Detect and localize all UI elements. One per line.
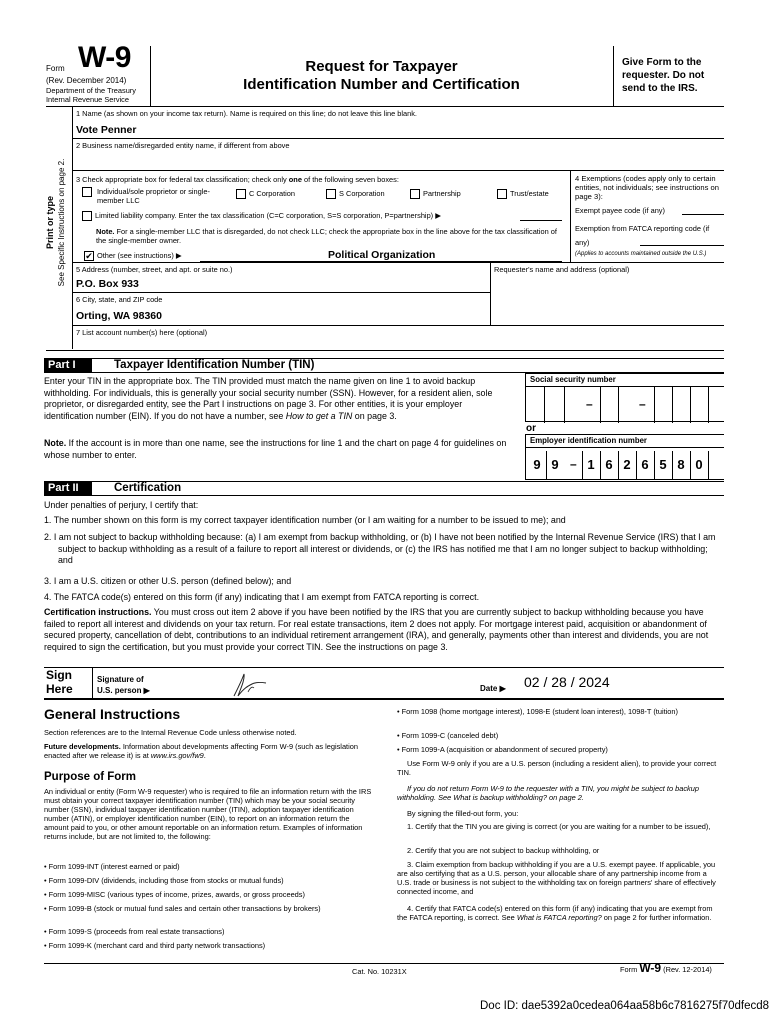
- form-title: [150, 58, 613, 94]
- form-irs: Internal Revenue Service: [46, 95, 129, 104]
- certify-1: 1. Certify that the TIN you are giving is correct (or you are waiting for a number to be issued),: [407, 822, 711, 831]
- general-instructions-title: General Instructions: [44, 706, 181, 722]
- part1-tab: Part I: [44, 358, 92, 372]
- partnership-option: Partnership: [410, 189, 461, 199]
- or-label: or: [526, 423, 536, 434]
- part2-title: Certification: [114, 482, 182, 494]
- bullet-right-3: • Form 1099-A (acquisition or abandonment of secured property): [397, 745, 608, 754]
- give-form-note: Give Form to the requester. Do not send to the IRS.: [622, 57, 705, 94]
- individual-label: Individual/sole proprietor or single-member LLC: [97, 187, 210, 205]
- print-or-type: Print or type: [45, 196, 55, 250]
- cert-item-1: 1. The number shown on this form is my correct taxpayer identification number (or I am waiting for a number to be issued to me); and: [44, 515, 566, 525]
- date-label: Date ▶: [480, 684, 506, 693]
- date-field[interactable]: 02 / 28 / 2024: [524, 674, 610, 690]
- requester-label: Requester's name and address (optional): [494, 265, 630, 274]
- sign-here: Sign Here: [46, 668, 73, 696]
- certify-2: 2. Certify that you are not subject to backup withholding, or: [407, 846, 600, 855]
- italic-text: If you do not return Form W-9 to the requester with a TIN, you might be subject to backup withholding. See What is backup withholding? on page 2.: [397, 784, 699, 802]
- trust-checkbox[interactable]: [497, 189, 507, 199]
- ssn-box[interactable]: [525, 373, 724, 422]
- bullet-left-3: • Form 1099-MISC (various types of income, prizes, awards, or gross proceeds): [44, 890, 305, 899]
- form-rev: (Rev. December 2014): [46, 76, 127, 85]
- general-p1: Section references are to the Internal Revenue Code unless otherwise noted.: [44, 728, 297, 737]
- signature-label: Signature of U.S. person ▶: [97, 675, 150, 695]
- trust-option: Trust/estate: [497, 189, 549, 199]
- line2-label: 2 Business name/disregarded entity name, if different from above: [76, 141, 290, 150]
- ein-digit-3: 1: [587, 457, 595, 472]
- ssn-cells: [526, 387, 725, 423]
- part1-text: Enter your TIN in the appropriate box. The TIN provided must match the name given on line 1 to avoid backup withholding. For individuals, this is generally your social security number (SSN). However, for a resident alien, sole proprietor, or disregarded entity, see the Part I instructions on page 3. For other entities, it is your employer identification number (EIN). If you do not have a number, see How to get a TIN on page 3.: [44, 376, 493, 421]
- exempt-payee-label: Exempt payee code (if any): [575, 206, 665, 215]
- side-label: [44, 115, 70, 330]
- bullet-right-2: • Form 1099-C (canceled debt): [397, 731, 499, 740]
- cert-item-2: 2. I am not subject to backup withholding because: (a) I am exempt from backup withholding, or (b) I have not been notified by the Internal Revenue Service (IRS) that I am subject to backup withholding as a result of a failure to report all interest or dividends, or (c) the IRS has notified me that I am no longer subject to backup withholding; and: [44, 532, 716, 565]
- certify-4: 4. Certify that FATCA code(s) entered on this form (if any) indicating that you are exempt from the FATCA reporting, is correct. See What is FATCA reporting? on page 2 for further information.: [397, 904, 713, 922]
- ein-digit-5: 2: [623, 457, 631, 472]
- signature-mark[interactable]: [228, 670, 272, 700]
- bullet-left-2: • Form 1099-DIV (dividends, including those from stocks or mutual funds): [44, 876, 284, 885]
- scorp-checkbox[interactable]: [326, 189, 336, 199]
- footer-form: Form W-9 (Rev. 12-2014): [620, 961, 712, 975]
- line2-business-field[interactable]: [76, 152, 716, 166]
- signing-text: By signing the filled-out form, you:: [407, 809, 519, 818]
- line6-city-field[interactable]: Orting, WA 98360: [76, 310, 162, 322]
- line6-label: 6 City, state, and ZIP code: [76, 295, 163, 304]
- bullet-left-5: • Form 1099-S (proceeds from real estate transactions): [44, 927, 225, 936]
- part2-intro: Under penalties of perjury, I certify that:: [44, 500, 199, 510]
- bullet-left-6: • Form 1099-K (merchant card and third party network transactions): [44, 941, 266, 950]
- individual-option: [82, 187, 222, 205]
- line5-label: 5 Address (number, street, and apt. or suite no.): [76, 265, 233, 274]
- part1-note: Note. If the account is in more than one name, see the instructions for line 1 and the chart on page 4 for guidelines on whose number to enter.: [44, 438, 507, 460]
- line7-label: 7 List account number(s) here (optional): [76, 328, 208, 337]
- ein-digit-7: 5: [659, 457, 667, 472]
- purpose-text: An individual or entity (Form W-9 requester) who is required to file an information return with the IRS must obtain your correct taxpayer identification number (TIN) which may be your social security number (SSN), individual taxpayer identification number (ITIN), adoption taxpayer identification number (ATIN), or employer identification number (EIN), to report on an information return the amount paid to you, or other amount reportable on an information return. Examples of information returns include, but are not limited to, the following:: [44, 787, 372, 841]
- line3-label: 3 Check appropriate box for federal tax classification; check only one of the following seven boxes:: [76, 175, 399, 184]
- form-title-line2: Identification Number and Certification: [243, 76, 520, 93]
- ein-dash: –: [570, 457, 577, 471]
- bullet-right-1: • Form 1098 (home mortgage interest), 1098-E (student loan interest), 1098-T (tuition): [397, 707, 678, 716]
- form-dept: Department of the Treasury: [46, 86, 136, 95]
- form-word: Form: [46, 64, 65, 73]
- certify-3: 3. Claim exemption from backup withholding if you are a U.S. exempt payee. If applicable, you are also certifying that as a U.S. person, your allocable share of any partnership income from a U.S. trade or business is not subject to the withholding tax on foreign partners' share of effectively connected income, and: [397, 860, 716, 896]
- ssn-label: Social security number: [530, 375, 616, 384]
- ein-label: Employer identification number: [530, 436, 647, 445]
- cat-number: Cat. No. 10231X: [352, 967, 407, 976]
- see-specific-instructions: See Specific Instructions on page 2.: [57, 158, 66, 287]
- ein-cells: [526, 451, 725, 479]
- cert-item-4: 4. The FATCA code(s) entered on this form (if any) indicating that I am exempt from FATCA reporting is correct.: [44, 592, 480, 602]
- bullet-left-1: • Form 1099-INT (interest earned or paid): [44, 862, 180, 871]
- other-checkbox[interactable]: ✔: [85, 251, 93, 262]
- cert-item-3: 3. I am a U.S. citizen or other U.S. person (defined below); and: [44, 576, 292, 586]
- part2-tab: Part II: [44, 481, 92, 495]
- individual-checkbox[interactable]: [82, 187, 92, 197]
- llc-checkbox[interactable]: [82, 211, 92, 221]
- bullet-left-4: • Form 1099-B (stock or mutual fund sales and certain other transactions by brokers): [44, 904, 321, 913]
- ccorp-option: C Corporation: [236, 189, 295, 199]
- applies-note: (Applies to accounts maintained outside the U.S.): [575, 251, 707, 257]
- ein-digit-1: 9: [533, 457, 541, 472]
- doc-id: Doc ID: dae5392a0cedea064aa58b6c7816275f70dfecd8: [480, 1000, 770, 1012]
- purpose-title: Purpose of Form: [44, 771, 137, 783]
- ssn-dash-2: –: [639, 397, 646, 411]
- line1-label: 1 Name (as shown on your income tax return). Name is required on this line; do not leave this line blank.: [76, 109, 417, 118]
- partnership-checkbox[interactable]: [410, 189, 420, 199]
- future-developments: Future developments. Information about developments affecting Form W-9 (such as legislation enacted after we release it) is at www.irs.gov/fw9.: [44, 742, 358, 760]
- ssn-dash-1: –: [586, 397, 593, 411]
- scorp-option: S Corporation: [326, 189, 385, 199]
- line1-name-field[interactable]: Vote Penner: [76, 124, 137, 136]
- form-title-line1: Request for Taxpayer: [305, 58, 458, 75]
- ein-box[interactable]: [525, 434, 724, 480]
- ein-digit-6: 6: [641, 457, 649, 472]
- cert-instructions: Certification instructions. You must cross out item 2 above if you have been notified by the IRS that you are currently subject to backup withholding because you have failed to report all interest and dividends on your tax return. For real estate transactions, item 2 does not apply. For mortgage interest paid, acquisition or abandonment of secured property, cancellation of debt, contributions to an individual retirement arrangement (IRA), and generally, payments other than interest and dividends, you are not required to sign the certification, but you must provide your correct TIN. See the instructions on page 3.: [44, 607, 709, 652]
- line3-note: Note. For a single-member LLC that is disregarded, do not check LLC; check the appropriate box in the line above for the tax classification of the single-member owner.: [96, 227, 557, 245]
- form-number: W-9: [78, 41, 131, 74]
- part1-title: Taxpayer Identification Number (TIN): [114, 359, 315, 371]
- other-value-field[interactable]: Political Organization: [328, 249, 436, 261]
- ein-digit-9: 0: [695, 457, 703, 472]
- fatca-label: Exemption from FATCA reporting code (if any): [575, 224, 710, 247]
- ein-digit-2: 9: [551, 457, 559, 472]
- other-option: ✔ Other (see instructions) ▶: [85, 251, 182, 262]
- ccorp-checkbox[interactable]: [236, 189, 246, 199]
- ein-digit-4: 6: [605, 457, 613, 472]
- line5-address-field[interactable]: P.O. Box 933: [76, 278, 139, 290]
- ein-digit-8: 8: [677, 457, 685, 472]
- llc-option: Limited liability company. Enter the tax classification (C=C corporation, S=S corporation, P=partnership) ▶: [82, 211, 441, 221]
- use-text: Use Form W-9 only if you are a U.S. person (including a resident alien), to provide your correct TIN.: [397, 759, 717, 777]
- line4-label: 4 Exemptions (codes apply only to certain entities, not individuals; see instructions on page 3):: [575, 174, 719, 201]
